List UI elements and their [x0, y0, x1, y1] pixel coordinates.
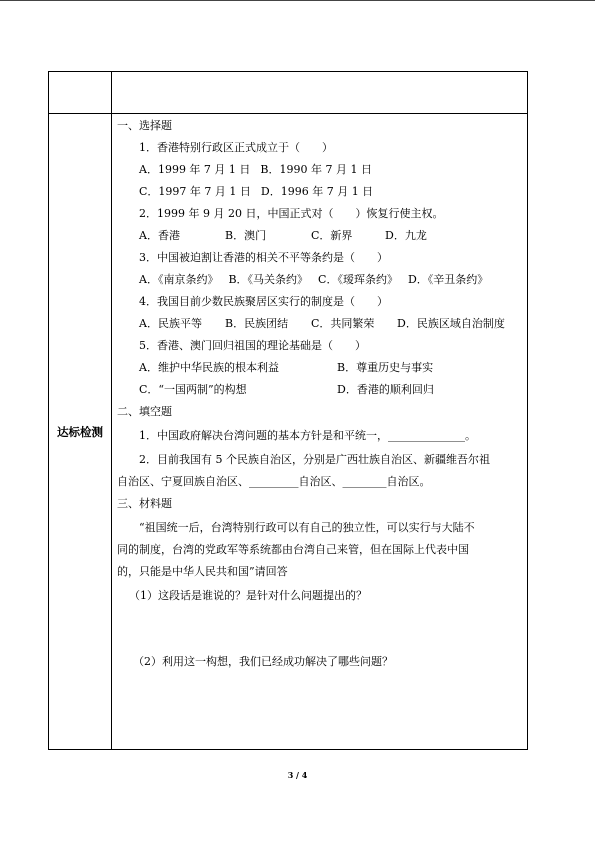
q1-option-d: D．1996 年 7 月 1 日 [260, 185, 374, 198]
q3-option-b: B．《马关条约》 [228, 273, 309, 286]
q5-options-cd [139, 383, 434, 397]
row-divider [49, 113, 527, 114]
q5-option-a: A．维护中华民族的根本利益 [139, 361, 279, 374]
page-top-rule [0, 0, 595, 1]
page-number: 3 / 4 [287, 770, 308, 780]
q1-option-c: C．1997 年 7 月 1 日 [139, 185, 251, 198]
q4-option-c: C．共同繁荣 [311, 317, 375, 330]
q5-option-d: D．香港的顺利回归 [337, 383, 434, 396]
worksheet-table [48, 71, 528, 750]
fill-q1: 1．中国政府解决台湾问题的基本方针是和平统一，______________。 [139, 429, 476, 442]
q3-options [139, 273, 488, 287]
q4-option-d: D．民族区域自治制度 [397, 317, 505, 330]
q4-option-a: A．民族平等 [139, 317, 202, 330]
q5-stem: 5．香港、澳门回归祖国的理论基础是（ ） [139, 339, 366, 352]
material-question-2: （2）利用这一构想，我们已经成功解决了哪些问题？ [133, 655, 393, 668]
q3-option-c: C．《瑷珲条约》 [318, 273, 398, 286]
q3-stem: 3．中国被迫割让香港的相关不平等条约是（ ） [139, 251, 388, 264]
q1-stem: 1．香港特别行政区正式成立于（ ） [139, 141, 333, 154]
heading-material: 三、材料题 [117, 497, 172, 510]
material-passage-2: 同的制度，台湾的党政军等系统都由台湾自己来管，但在国际上代表中国 [117, 543, 469, 556]
q2-option-a: A．香港 [139, 229, 180, 242]
q4-option-b: B．民族团结 [225, 317, 289, 330]
q4-stem: 4．我国目前少数民族聚居区实行的制度是（ ） [139, 295, 388, 308]
q1-option-a: A．1999 年 7 月 1 日 [139, 163, 251, 176]
q5-option-c: C．“一国两制”的构想 [139, 383, 247, 396]
q5-options-ab [139, 361, 433, 375]
fill-q2-line2: 自治区、宁夏回族自治区、_________自治区、________自治区。 [117, 475, 431, 488]
column-divider [111, 72, 112, 749]
q2-option-b: B．澳门 [225, 229, 267, 242]
fill-q2-line1: 2．目前我国有 5 个民族自治区，分别是广西壮族自治区、新疆维吾尔祖 [139, 453, 490, 466]
q2-option-d: D．九龙 [385, 229, 427, 242]
q1-options-ab [139, 163, 372, 177]
material-question-1: （1）这段话是谁说的？是针对什么问题提出的？ [129, 589, 367, 602]
q5-option-b: B．尊重历史与事实 [337, 361, 434, 374]
q3-option-d: D．《辛丑条约》 [407, 273, 489, 286]
material-passage-3: 的，只能是中华人民共和国”请回答 [117, 565, 288, 578]
material-passage-1: “祖国统一后，台湾特别行政可以有自己的独立性，可以实行与大陆不 [139, 521, 475, 534]
q1-options-cd [139, 185, 373, 199]
q4-options [139, 317, 505, 331]
q2-option-c: C．新界 [311, 229, 353, 242]
section-label: 达标检测 [57, 425, 103, 439]
heading-fill: 二、填空题 [117, 405, 172, 418]
q1-option-b: B．1990 年 7 月 1 日 [260, 163, 372, 176]
q3-option-a: A．《南京条约》 [139, 273, 219, 286]
q2-options [139, 229, 427, 243]
heading-choice: 一、选择题 [117, 119, 172, 132]
q2-stem: 2．1999 年 9 月 20 日，中国正式对（ ）恢复行使主权。 [139, 207, 444, 220]
